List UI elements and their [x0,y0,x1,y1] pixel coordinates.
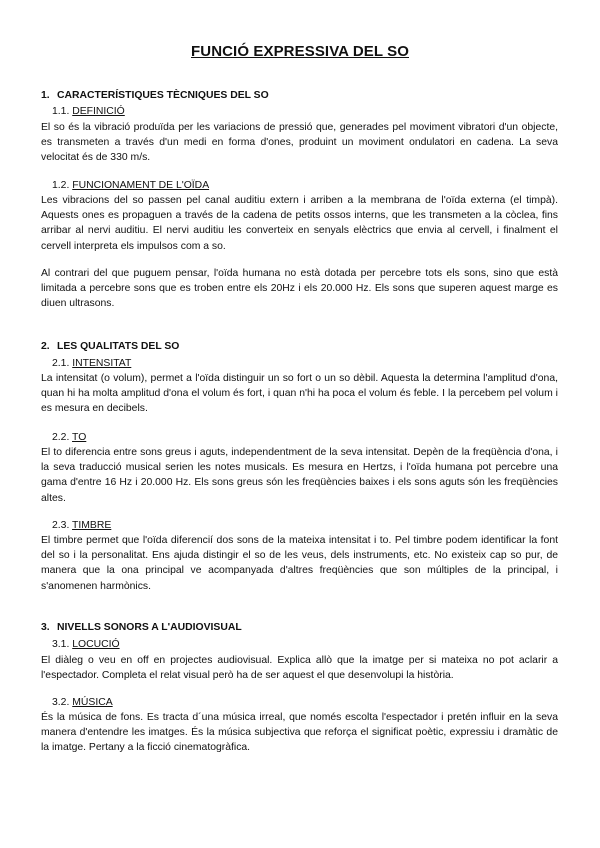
subsection-number: 1.2. [52,180,70,191]
subsection-title: FUNCIONAMENT DE L'OÏDA [72,180,210,191]
section-title: CARACTERÍSTIQUES TÈCNIQUES DEL SO [57,90,269,101]
subsection-3-2-heading [52,697,113,708]
subsection-3-1-heading [52,639,120,650]
section-number: 3. [41,622,50,633]
subsection-title: LOCUCIÓ [72,639,120,650]
paragraph: El so és la vibració produïda per les variacions de pressió que, generades pel moviment vibratori d'un objecte, es transmeten a través d'un medi en forma d'ones, produint un moviment ondulatori en cadena. La seva velocitat és de 330 m/s. [41,122,558,164]
paragraph: Al contrari del que puguem pensar, l'oïda humana no està dotada per percebre tots els sons, sino que està limitada a percebre sons que es troben entre els 20Hz i els 20.000 Hz. Els sons que superen aquest marge es diuen ultrasons. [41,268,558,310]
subsection-title: DEFINICIÓ [72,106,125,117]
subsection-title: TIMBRE [72,520,112,531]
section-title: NIVELLS SONORS A L'AUDIOVISUAL [57,622,242,633]
subsection-1-2-heading [52,180,209,191]
section-3-heading [41,622,242,633]
paragraph: La intensitat (o volum), permet a l'oïda distinguir un so fort o un so dèbil. Aquesta la determina l'amplitud d'ona, quan hi ha molta amplitud d'ona el volum és fort, i quan n'hi ha poca el volum és feble. I la percebem pel volum i es mesura en decibels. [41,373,558,415]
subsection-number: 2.1. [52,358,70,369]
subsection-title: TO [72,432,87,443]
subsection-1-1-heading [52,106,125,117]
section-number: 1. [41,90,50,101]
subsection-2-3-heading [52,520,111,531]
section-1-heading [41,90,269,101]
subsection-2-2-heading [52,432,86,443]
subsection-title: INTENSITAT [72,358,132,369]
paragraph: És la música de fons. Es tracta d´una música irreal, que només escolta l'espectador i pretén influir en la seva manera d'entendre les imatges. És la música subjectiva que reforça el significat poètic, expressiu i dramàtic de la imatge. Pertany a la ficció cinematogràfica. [41,712,558,754]
paragraph: El to diferencia entre sons greus i aguts, independentment de la seva intensitat. Depèn de la freqüència d'ona, i la seva traducció musical serien les notes musicals. Es mesura en Hertzs, i l'oïda humana pot percebre una gama d'entre 16 Hz i 20.000 Hz. Els sons greus són les freqüències baixes i els sons aguts són les freqüències altes. [41,447,558,504]
paragraph: El diàleg o veu en off en projectes audiovisual. Explica allò que la imatge per si mateixa no pot aclarir a l'espectador. Completa el relat visual però ha de ser aquest el que desenvolupi la història. [41,655,558,682]
subsection-title: MÚSICA [72,697,113,708]
subsection-number: 3.2. [52,697,70,708]
paragraph: Les vibracions del so passen pel canal auditiu extern i arriben a la membrana de l'oïda externa (el timpà). Aquests ones es propaguen a través de la cadena de petits ossos interns, que les transmeten a la còclea, fins arribar al nervi auditiu. El nervi auditiu les converteix en senyals elèctrics que envia al cervell, i finalment el cervell interpreta els impulsos com a so. [41,195,558,252]
subsection-number: 1.1. [52,106,70,117]
section-number: 2. [41,341,50,352]
section-2-heading [41,341,179,352]
section-title: LES QUALITATS DEL SO [57,341,180,352]
subsection-number: 2.2. [52,432,70,443]
subsection-number: 2.3. [52,520,70,531]
subsection-number: 3.1. [52,639,70,650]
paragraph: El timbre permet que l'oïda diferencií dos sons de la mateixa intensitat i to. Pel timbre podem identificar la font del so i la personalitat. Ens ajuda distingir el so de les veus, dels instruments, etc. No existeix cap so pur, de manera que la ona principal ve acompanyada d'altres freqüències que son múltiples de la principal, i s'anomenen harmònics. [41,535,558,592]
subsection-2-1-heading [52,358,131,369]
document-title: FUNCIÓ EXPRESSIVA DEL SO [191,43,409,60]
